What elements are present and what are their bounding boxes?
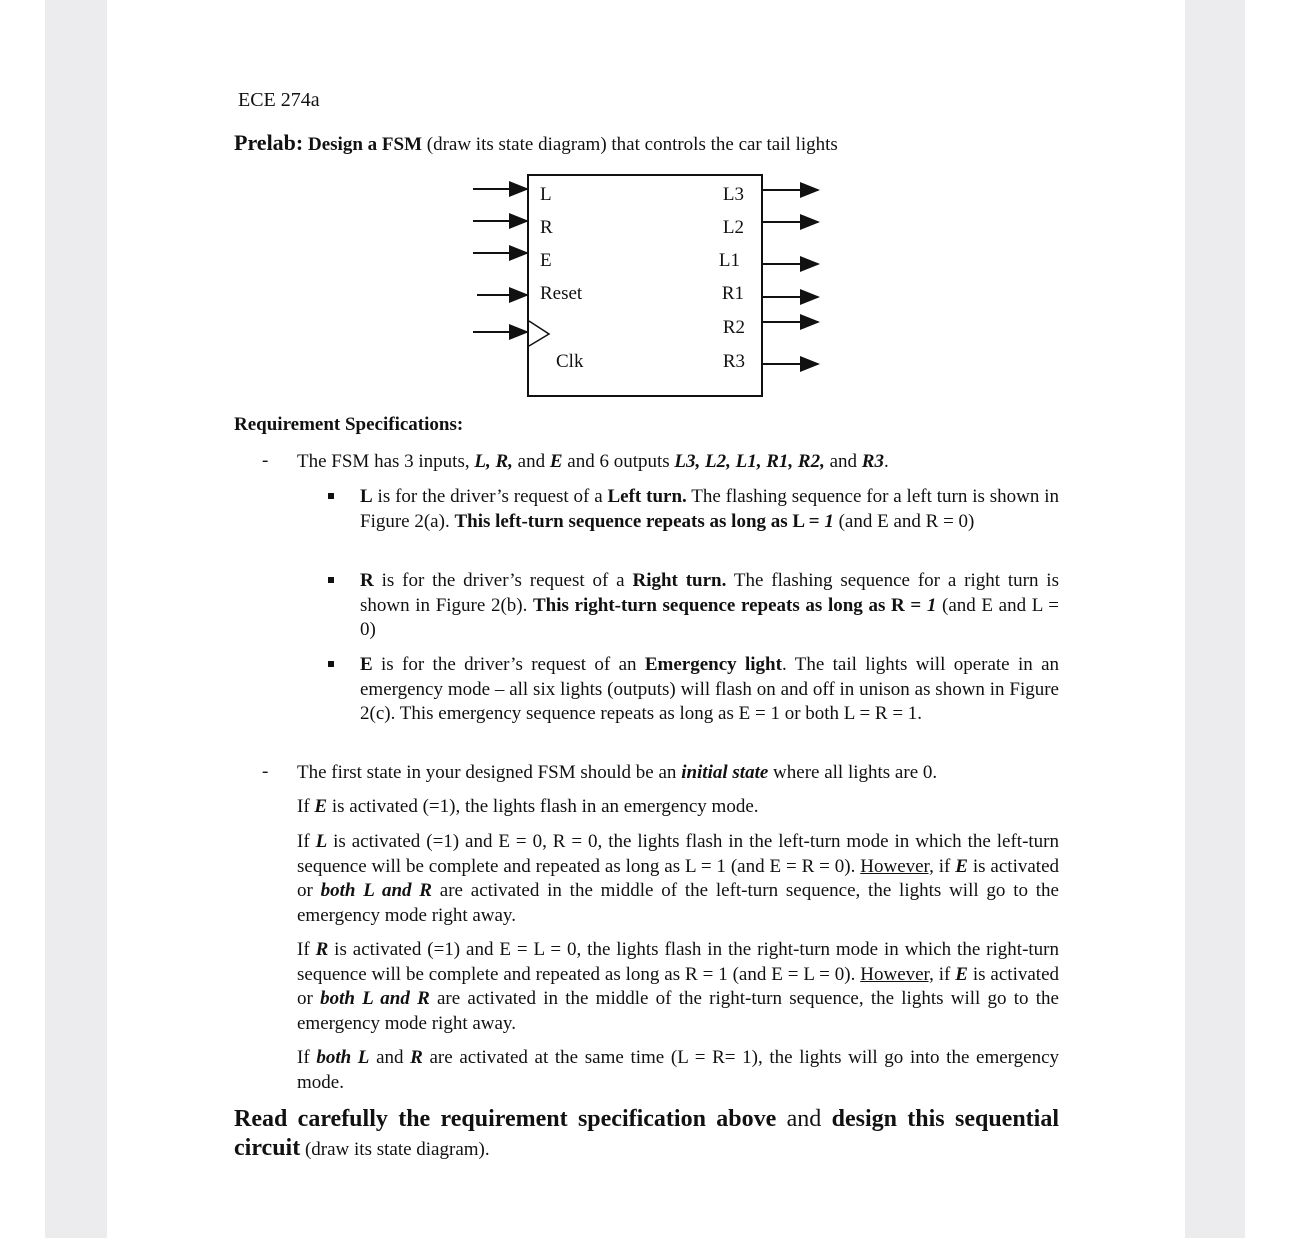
text-run: Left turn. bbox=[607, 486, 687, 507]
text-run: However, bbox=[860, 963, 934, 985]
bullet-right-turn bbox=[360, 569, 1059, 643]
text-run: E bbox=[549, 451, 563, 472]
text-run: (and E and R = 0) bbox=[833, 510, 975, 532]
output-label-r1: R1 bbox=[721, 283, 744, 304]
text-run: If bbox=[297, 1047, 317, 1068]
text-run: If bbox=[297, 796, 315, 817]
text-run: and 6 outputs bbox=[562, 451, 675, 472]
text-run: R bbox=[360, 570, 374, 591]
text-run: E bbox=[314, 796, 328, 817]
inputs-outputs-paragraph bbox=[297, 450, 1059, 475]
text-run: if bbox=[933, 963, 956, 985]
clock-triangle-icon bbox=[529, 321, 549, 346]
both-lr-paragraph bbox=[297, 1046, 1059, 1095]
text-run: The flashing sequence for a right turn is shown in Figure 2(b). bbox=[360, 570, 1059, 616]
output-arrows bbox=[763, 190, 818, 364]
text-run: R bbox=[410, 1047, 423, 1068]
input-arrows bbox=[473, 189, 527, 332]
text-run: both L bbox=[316, 1047, 370, 1068]
text-run: and bbox=[512, 451, 550, 472]
text-run: L, R, bbox=[474, 451, 513, 472]
text-run: The flashing sequence for a left turn is shown in Figure 2(a). bbox=[360, 486, 1059, 532]
text-run: . The tail lights will operate in an emergency mode – all six lights (outputs) will flash on and off in unison as shown in Figure 2(c). This emergency sequence repeats as long as E = 1 or both L = R = 1. bbox=[360, 654, 1059, 724]
text-run: E bbox=[360, 654, 373, 675]
text-run: Emergency light bbox=[644, 654, 782, 675]
text-run: is activated or bbox=[297, 963, 1060, 1009]
prelab-label: Prelab: bbox=[234, 130, 304, 155]
text-run: This right-turn sequence repeats as long as R = bbox=[533, 594, 927, 616]
emergency-paragraph bbox=[297, 795, 1059, 820]
text-run: L bbox=[360, 486, 373, 507]
text-run: initial state bbox=[681, 762, 769, 783]
left-turn-paragraph bbox=[297, 830, 1059, 928]
final-instruction bbox=[234, 1105, 1059, 1164]
text-run: 1 bbox=[824, 510, 834, 532]
text-run: The FSM has 3 inputs, bbox=[297, 451, 475, 472]
text-run: where all lights are 0. bbox=[768, 762, 938, 783]
text-run: is for the driver’s request of a bbox=[373, 570, 633, 591]
input-label-l: L bbox=[540, 184, 552, 205]
title-bold: Design a FSM bbox=[308, 134, 422, 155]
text-run: both L and R bbox=[320, 988, 430, 1009]
text-run: (draw its state diagram). bbox=[300, 1139, 490, 1160]
text-run: L bbox=[315, 831, 328, 852]
text-run: is activated or bbox=[297, 855, 1060, 901]
text-run: is activated (=1) and E = 0, R = 0, the lights flash in the left-turn mode in which the left-turn sequence will be complete and repeated as long as L = 1 (and E = R = 0). bbox=[297, 831, 1059, 877]
text-run: E bbox=[955, 855, 968, 877]
text-run: Right turn. bbox=[632, 570, 727, 591]
text-run: R bbox=[315, 939, 329, 960]
initial-state-paragraph bbox=[297, 761, 1059, 786]
text-run: The first state in your designed FSM should be an bbox=[297, 762, 682, 783]
bullet-square-icon bbox=[328, 493, 334, 499]
text-run: E bbox=[955, 963, 968, 985]
course-code: ECE 274a bbox=[238, 89, 320, 111]
text-run: if bbox=[933, 855, 956, 877]
text-run: and bbox=[824, 451, 862, 472]
text-run: This left-turn sequence repeats as long as L = bbox=[454, 510, 825, 532]
output-label-r2: R2 bbox=[722, 317, 745, 338]
text-run: and bbox=[369, 1047, 411, 1068]
output-label-l2: L2 bbox=[722, 217, 744, 238]
bullet-square-icon bbox=[328, 577, 334, 583]
right-turn-paragraph bbox=[297, 938, 1059, 1036]
text-run: are activated in the middle of the right-turn sequence, the lights will go to the emergency mode right away. bbox=[297, 988, 1059, 1034]
text-run: is activated (=1), the lights flash in an emergency mode. bbox=[327, 796, 759, 817]
text-run: is activated (=1) and E = L = 0, the lights flash in the right-turn mode in which the right-turn sequence will be complete and repeated as long as R = 1 (and E = L = 0). bbox=[297, 939, 1059, 985]
text-run: are activated in the middle of the left-turn sequence, the lights will go to the emergency mode right away. bbox=[297, 880, 1059, 926]
fsm-block-diagram bbox=[0, 0, 1290, 420]
clock-label: Clk bbox=[556, 351, 584, 372]
requirements-heading: Requirement Specifications: bbox=[234, 414, 464, 435]
input-label-reset: Reset bbox=[540, 283, 583, 304]
text-run: is for the driver’s request of a bbox=[372, 486, 608, 507]
bullet-square-icon bbox=[328, 661, 334, 667]
text-run: However, bbox=[860, 855, 934, 877]
text-run: 1 bbox=[926, 594, 937, 616]
text-run: . bbox=[883, 451, 889, 472]
text-run: is for the driver’s request of an bbox=[372, 654, 645, 675]
bullet-left-turn bbox=[360, 485, 1059, 534]
text-run: Read carefully the requirement specification above bbox=[234, 1106, 777, 1132]
text-run: design this sequential circuit bbox=[234, 1106, 1060, 1161]
output-label-r3: R3 bbox=[722, 351, 745, 372]
text-run: are activated at the same time (L = R= 1), the lights will go into the emergency mode. bbox=[297, 1047, 1060, 1093]
text-run: both L and R bbox=[320, 880, 432, 901]
text-run: L3, L2, L1, R1, R2, bbox=[674, 451, 825, 472]
text-run: If bbox=[297, 939, 316, 960]
text-run: If bbox=[297, 831, 316, 852]
dash-marker: - bbox=[262, 450, 269, 471]
dash-marker: - bbox=[262, 761, 269, 782]
input-label-e: E bbox=[540, 250, 552, 271]
output-label-l3: L3 bbox=[722, 184, 744, 205]
output-label-l1: L1 bbox=[718, 250, 740, 271]
title-rest: (draw its state diagram) that controls the car tail lights bbox=[426, 134, 838, 155]
text-run: R3 bbox=[861, 451, 884, 472]
text-run: (and E and L = 0) bbox=[360, 594, 1060, 640]
input-label-r: R bbox=[540, 217, 553, 238]
bullet-emergency bbox=[360, 653, 1059, 727]
text-run: and bbox=[776, 1106, 832, 1132]
